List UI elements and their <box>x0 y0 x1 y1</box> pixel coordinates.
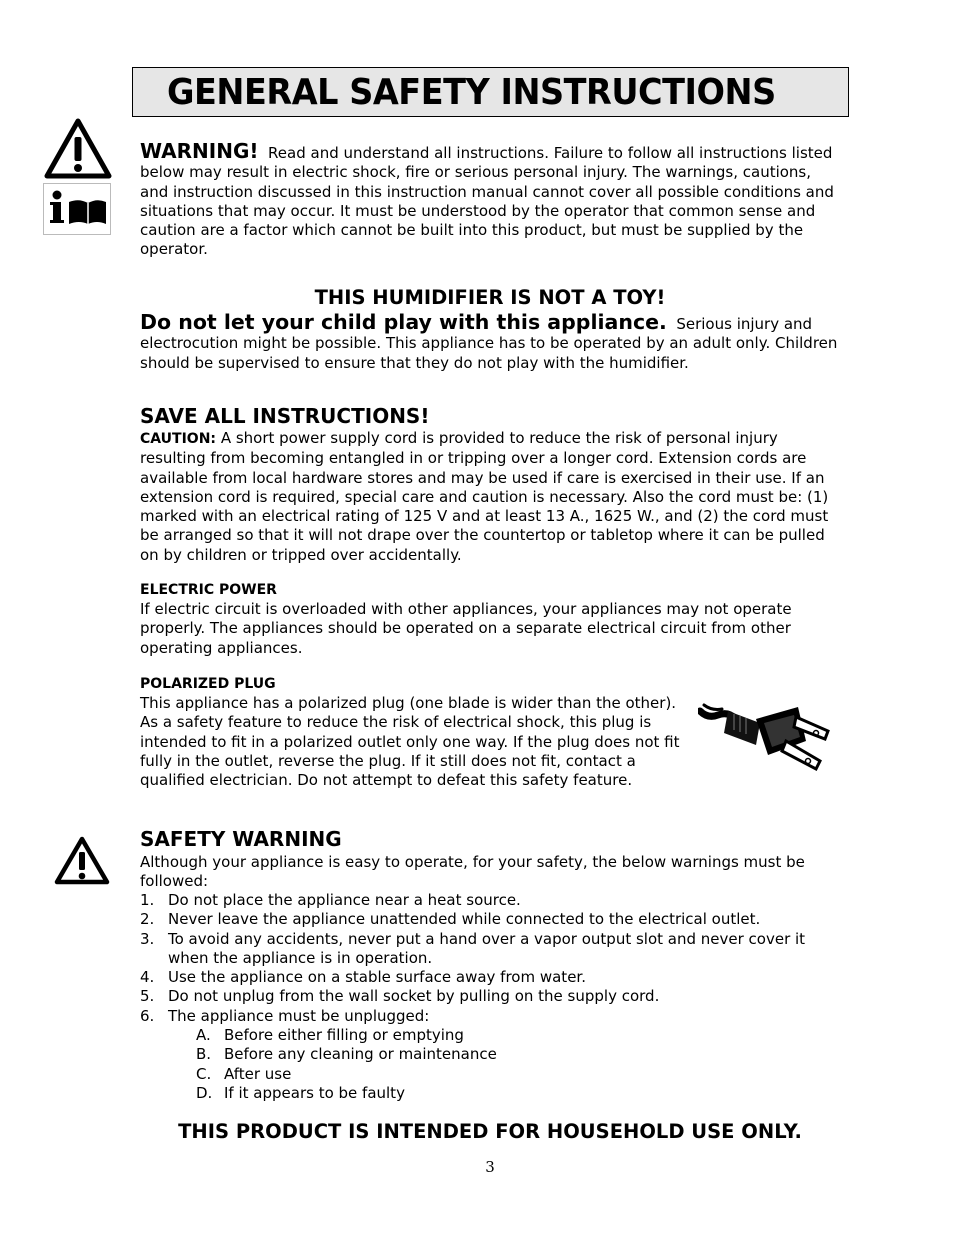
polarized-plug-image <box>698 697 836 777</box>
list-item: 2. Never leave the appliance unattended while connected to the electrical outlet. <box>140 910 761 929</box>
sub-list-item: D. If it appears to be faulty <box>196 1083 405 1102</box>
page-title: GENERAL SAFETY INSTRUCTIONS <box>167 71 776 113</box>
polarized-plug-heading: POLARIZED PLUG <box>140 676 276 692</box>
safety-warning-heading: SAFETY WARNING <box>140 827 342 851</box>
toy-heading: THIS HUMIDIFIER IS NOT A TOY! <box>314 286 666 309</box>
toy-text: Serious injury and electrocution might be possible. This appliance has to be operated by an adult only. Children should be supervised to ensure that they do not play with the humidifier. <box>140 315 838 372</box>
caution-paragraph <box>140 429 840 565</box>
polarized-plug-text: This appliance has a polarized plug (one blade is wider than the other). As a safety feature to reduce the risk of electrical shock, this plug is intended to fit in a polarized outlet only one way. If the plug does not fit fully in the outlet, reverse the plug. If it still does not fit, contact a qualified electrician. Do not attempt to defeat this safety feature. <box>140 694 680 790</box>
safety-warning-triangle-icon <box>54 836 110 886</box>
warning-triangle-icon <box>44 118 112 180</box>
page-number: 3 <box>485 1158 495 1176</box>
list-item: 6. The appliance must be unplugged: <box>140 1006 430 1025</box>
sub-list-item: B. Before any cleaning or maintenance <box>196 1045 497 1064</box>
warning-text: Read and understand all instructions. Failure to follow all instructions listed below may result in electric shock, fire or serious personal injury. The warnings, cautions, and instruction discussed in this instruction manual cannot cover all possible conditions and situations that may occur. It must be understood by the operator that common sense and caution are a factor which cannot be built into this product, but must be supplied by the operator. <box>140 144 834 259</box>
household-use-notice: THIS PRODUCT IS INTENDED FOR HOUSEHOLD USE ONLY. <box>178 1120 802 1143</box>
sub-list-item: C. After use <box>196 1064 292 1083</box>
toy-paragraph <box>140 310 840 373</box>
warning-paragraph <box>140 139 840 260</box>
safety-warning-list <box>140 891 840 1103</box>
electric-power-heading: ELECTRIC POWER <box>140 582 277 598</box>
list-item: 5. Do not unplug from the wall socket by pulling on the supply cord. <box>140 987 660 1006</box>
caution-text: A short power supply cord is provided to reduce the risk of personal injury resulting from becoming entangled in or tripping over a longer cord. Extension cords are available from local hardware stores and may be used if care is exercised in their use. If an extension cord is required, special care and caution is necessary. Also the cord must be: (1) marked with an electrical rating of 125 V and at least 13 A., 1625 W., and (2) the cord must be arranged so that it will not drape over the countertop or tabletop where it can be pulled on by children or tripped over accidentally. <box>140 429 829 564</box>
toy-lead: Do not let your child play with this appliance. <box>140 310 667 334</box>
title-box <box>132 67 849 117</box>
sub-list-item: A. Before either filling or emptying <box>196 1026 464 1045</box>
caution-label: CAUTION: <box>140 431 217 447</box>
safety-warning-intro: Although your appliance is easy to operate, for your safety, the below warnings must be followed: <box>140 853 805 891</box>
list-item: 4. Use the appliance on a stable surface away from water. <box>140 968 586 987</box>
electric-power-text: If electric circuit is overloaded with other appliances, your appliances may not operate properly. The appliances should be operated on a separate electrical circuit from other operating appliances. <box>140 600 792 657</box>
warning-lead: WARNING! <box>140 139 259 163</box>
info-book-icon <box>43 183 111 235</box>
list-item: 1. Do not place the appliance near a heat source. <box>140 891 521 909</box>
list-item: 3. To avoid any accidents, never put a hand over a vapor output slot and never cover it when the appliance is in operation. <box>140 929 806 967</box>
save-heading: SAVE ALL INSTRUCTIONS! <box>140 404 430 428</box>
